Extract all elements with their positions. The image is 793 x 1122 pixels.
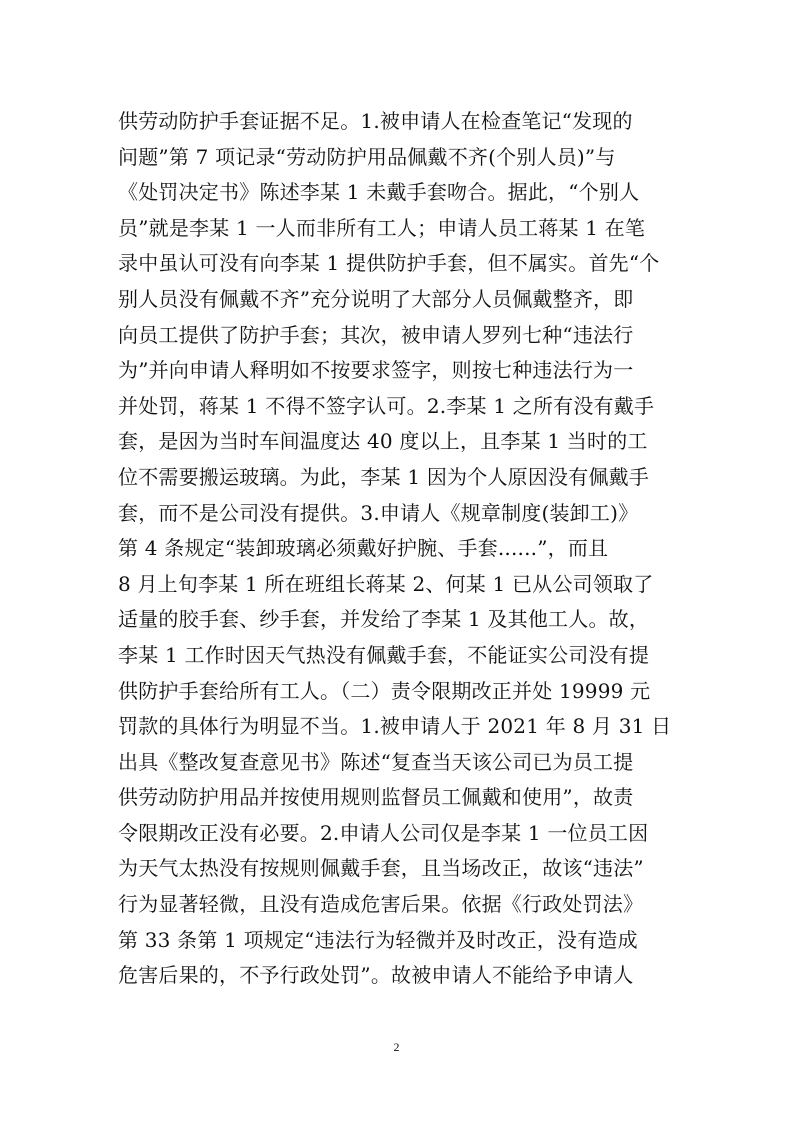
text-line: 供防护手套给所有工人。（二）责令限期改正并处 19999 元 <box>118 678 651 703</box>
text-line: 别人员没有佩戴不齐”充分说明了大部分人员佩戴整齐，即 <box>118 286 634 311</box>
text-line: 李某 1 工作时因天气热没有佩戴手套，不能证实公司没有提 <box>118 642 650 667</box>
text-line: 套，是因为当时车间温度达 40 度以上，且李某 1 当时的工 <box>118 429 648 454</box>
text-line: 录中虽认可没有向李某 1 提供防护手套，但不属实。首先“个 <box>118 251 660 276</box>
text-line: 为”并向申请人释明如不按要求签字，则按七种违法行为一 <box>118 358 634 383</box>
text-line: 行为显著轻微，且没有造成危害后果。依据《行政处罚法》 <box>118 892 644 917</box>
text-line: 第 4 条规定“装卸玻璃必须戴好护腕、手套......”，而且 <box>118 536 609 561</box>
text-line: 供劳动防护用品并按使用规则监督员工佩戴和使用”，故责 <box>118 785 634 810</box>
text-line: 危害后果的，不予行政处罚”。故被申请人不能给予申请人 <box>118 963 634 988</box>
text-line: 套，而不是公司没有提供。3.申请人《规章制度(装卸工)》 <box>118 500 639 525</box>
text-line: 为天气太热没有按规则佩戴手套，且当场改正，故该“违法” <box>118 856 644 881</box>
text-line: 适量的胶手套、纱手套，并发给了李某 1 及其他工人。故， <box>118 607 650 632</box>
page-number: 2 <box>393 1040 400 1054</box>
text-line: 位不需要搬运玻璃。为此，李某 1 因为个人原因没有佩戴手 <box>118 464 650 489</box>
text-line: 第 33 条第 1 项规定“违法行为轻微并及时改正，没有造成 <box>118 927 638 952</box>
text-line: 《处罚决定书》陈述李某 1 未戴手套吻合。据此，“个别人 <box>118 180 640 205</box>
text-line: 令限期改正没有必要。2.申请人公司仅是李某 1 一位员工因 <box>118 820 649 845</box>
text-line: 问题”第 7 项记录“劳动防护用品佩戴不齐(个别人员)”与 <box>118 144 616 169</box>
text-line: 8 月上旬李某 1 所在班组长蒋某 2、何某 1 已从公司领取了 <box>118 571 654 596</box>
text-line: 供劳动防护手套证据不足。1.被申请人在检查笔记“发现的 <box>118 109 633 133</box>
text-line: 员”就是李某 1 一人而非所有工人；申请人员工蒋某 1 在笔 <box>118 215 646 240</box>
text-line: 罚款的具体行为明显不当。1.被申请人于 2021 年 8 月 31 日 <box>118 714 672 739</box>
text-line: 出具《整改复查意见书》陈述“复查当天该公司已为员工提 <box>118 749 634 774</box>
text-line: 向员工提供了防护手套；其次，被申请人罗列七种“违法行 <box>118 322 634 347</box>
document-body <box>118 104 688 994</box>
text-line: 并处罚，蒋某 1 不得不签字认可。2.李某 1 之所有没有戴手 <box>118 393 655 418</box>
